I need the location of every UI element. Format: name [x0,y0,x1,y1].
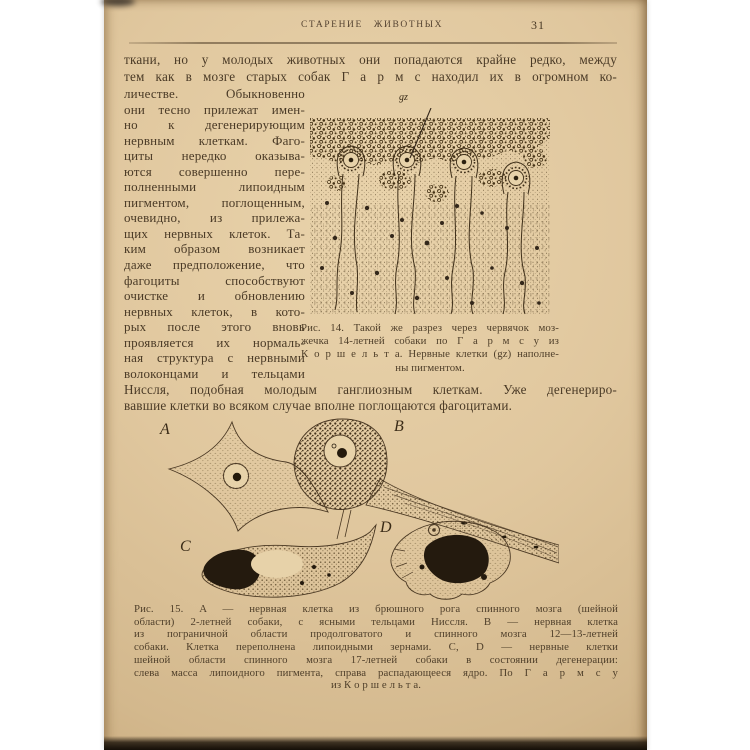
running-title: СТАРЕНИЕ ЖИВОТНЫХ [300,20,444,30]
text-line: собаки. Клетка переполнена липоидными зернами. C, D — нервные клетки [134,641,618,654]
figure-15-label-b: B [394,418,404,435]
text-line: даже предположение, что [124,257,305,273]
figure-15 [144,417,559,600]
page-number: 31 [531,18,545,32]
text-line: жечка 14-летней собаки по Г а р м с у из [301,335,559,348]
text-line: Рис. 15. A — нервная клетка из брюшного рога спинного мозга (шейной [134,603,618,615]
text-line: они тесно прилежат имен- [124,101,305,117]
figure-15-label-c: C [180,538,191,555]
text-line: но к дегенерирующим [124,117,305,133]
figure-14-pointer-label: gz [399,92,408,103]
page-bottom-edge [104,736,647,750]
page-header [127,20,617,36]
text-line: ким образом возникает [124,241,305,257]
granule-cluster [327,175,347,191]
text-line: фагоциты способствуют [124,272,305,288]
text-line: очистке и обновлению [124,288,305,304]
paragraph-intro [124,52,617,85]
figure-15-label-d: D [380,519,392,536]
book-page [104,0,647,750]
text-line: из К о р ш е л ь т а. [330,679,422,692]
text-line: слева масса липоидного пигмента, справа распадающееся ядро. По Г а р м с у [134,666,618,679]
text-line: нервным клеткам. Фаго- [124,132,305,148]
header-rule [129,42,617,44]
text-line: полненными липоидным [124,179,305,195]
figure-14-illustration [307,108,554,318]
cell-d-drawing [391,521,510,599]
text-line: циты нередко оказыва- [124,148,305,164]
granule-cluster [523,148,547,168]
figure-15-caption [134,603,618,692]
text-line: ются совершенно пере- [124,163,305,179]
text-line: вавшие клетки во всяком случае вполне поглощаются фагоцитами. [124,398,513,413]
text-line: Ниссля, подобная молодым ганглиозным клеткам. Уже дегенериро- [124,382,617,397]
granule-cluster [379,170,411,190]
figure-14 [307,92,554,318]
figure-14-caption [301,322,559,375]
text-line: волоконцами и тельцами [124,365,305,381]
text-line: пигментом, поглощенным, [124,194,305,210]
text-line: ны пигментом. [395,361,465,374]
text-line: области) 2-летней собаки, с ясными тельцами Ниссля. B — нервная клетка [134,615,618,628]
text-line: рых после этого вновь [124,319,305,335]
figure-15-label-a: A [160,421,170,438]
text-line: К о р ш е л ь т а. Нервные клетки (gz) наполне- [301,348,559,361]
text-line: нервных клеток, в кото- [124,303,305,319]
text-line: из пограничной области продолговатого и спинного мозга 12—13-летней [134,628,618,641]
figure-15-illustration [144,417,559,600]
binding-shadow [101,0,135,6]
text-line: очевидно, из прилежа- [124,210,305,226]
text-line: шейной области спинного мозга 17-летней собаки в состоянии дегенерации: [134,653,618,666]
granule-cluster [425,184,449,202]
text-line: проявляется их нормаль- [124,334,305,350]
text-line: Рис. 14. Такой же разрез через червячок моз- [301,322,559,334]
paragraph-after [124,382,617,414]
text-line: тем как в мозге старых собак Г а р м с находил их в огромном ко- [124,68,617,84]
text-line: ткани, но у молодых животных они попадаются крайне редко, между [124,52,617,67]
cell-c-drawing [202,525,376,597]
text-line: личестве. Обыкновенно [124,86,305,101]
paragraph-left-column [124,86,305,381]
text-line: ная структура с нервными [124,350,305,366]
fiber-texture [310,203,550,314]
text-line: щих нервных клеток. Та- [124,225,305,241]
